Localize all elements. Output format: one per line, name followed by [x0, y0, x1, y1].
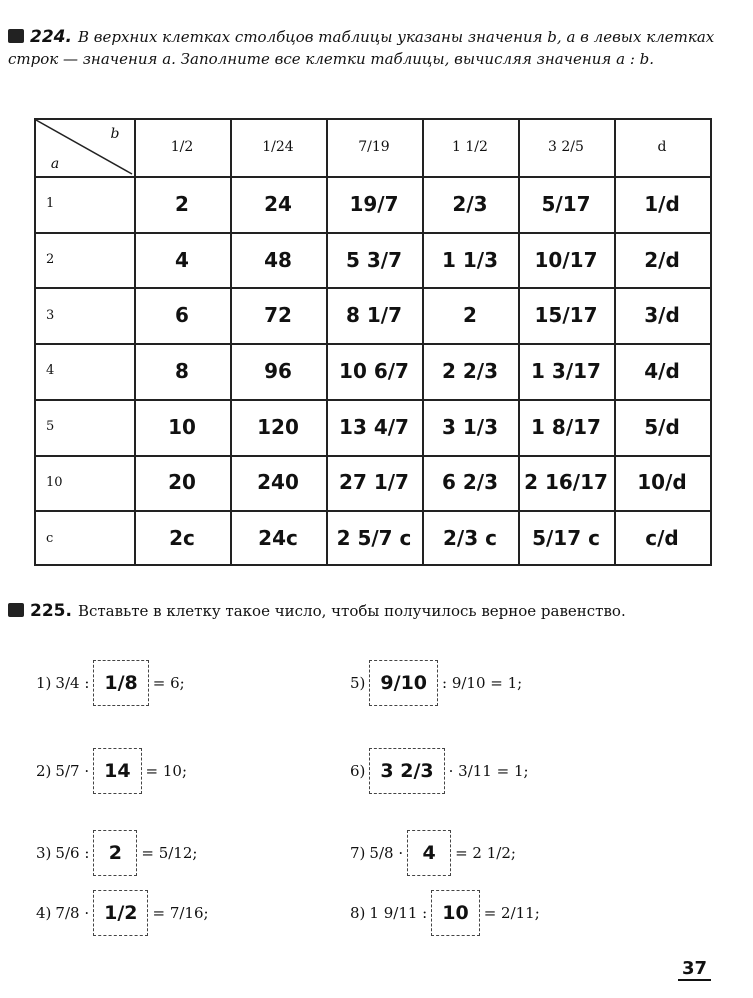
equation-left-part: 7/8 · — [55, 904, 90, 922]
equation-item — [36, 830, 197, 876]
table-col-line — [326, 118, 328, 566]
table-cell-answer: 6 2/3 — [441, 470, 498, 495]
equation-item — [36, 748, 187, 794]
equation-number: 3) — [36, 844, 52, 862]
equation-right-part: = 7/16; — [152, 904, 209, 922]
equation-number: 2) — [36, 762, 52, 780]
table-cell-answer: 4 — [175, 247, 189, 272]
table-cell-answer: 5 3/7 — [345, 247, 402, 272]
answer-box — [93, 890, 148, 936]
table-col-line — [614, 118, 616, 566]
answer-box — [369, 748, 444, 794]
task-marker-icon — [8, 603, 24, 617]
equation-right-part: = 10; — [145, 762, 188, 780]
equation-item — [350, 890, 540, 936]
col-header-b: 1/24 — [262, 139, 294, 155]
corner-a-label: a — [50, 156, 60, 172]
table-cell-answer: 15/17 — [534, 303, 598, 328]
equation-left-part: 5/7 · — [55, 762, 90, 780]
table-cell-answer: 8 1/7 — [345, 303, 402, 328]
table-cell-answer: 27 1/7 — [339, 470, 409, 495]
table-cell-answer: 96 — [264, 358, 292, 383]
table-cell-answer: 4/d — [644, 358, 680, 383]
answer-box — [93, 748, 141, 794]
task-marker-icon — [8, 29, 24, 43]
col-header-b: 1 1/2 — [452, 139, 488, 155]
equation-number: 6) — [350, 762, 366, 780]
answer-box — [407, 830, 451, 876]
col-header-b: 1/2 — [170, 139, 194, 155]
equation-number: 7) — [350, 844, 366, 862]
table-col-line — [34, 118, 36, 566]
corner-b-label: b — [110, 126, 120, 142]
table-cell-answer: 2 2/3 — [441, 358, 498, 383]
row-header-a: 10 — [46, 474, 63, 490]
answer-box — [93, 830, 137, 876]
table-cell-answer: 1 8/17 — [531, 414, 601, 439]
equation-number: 5) — [350, 674, 366, 692]
task-224-number: 224. — [30, 27, 72, 47]
equation-left-part: 1 9/11 : — [369, 904, 428, 922]
task-225-number: 225. — [30, 601, 72, 621]
table-cell-answer: 2 — [175, 191, 189, 216]
table-cell-answer: 2/d — [644, 247, 680, 272]
answer-value: 14 — [104, 760, 131, 782]
row-header-a: 4 — [46, 363, 55, 379]
answer-value: 9/10 — [380, 672, 428, 694]
equation-left-part: 3/4 : — [55, 674, 90, 692]
table-cell-answer: 8 — [175, 358, 189, 383]
table-cell-answer: 10/17 — [534, 247, 598, 272]
equation-item — [350, 830, 516, 876]
equation-left-part: 5/8 · — [369, 844, 404, 862]
table-col-line — [710, 118, 712, 566]
table-cell-answer: 5/d — [644, 414, 680, 439]
table-cell-answer: 5/17 — [541, 191, 591, 216]
row-header-a: 1 — [46, 196, 55, 212]
row-header-a: 5 — [46, 419, 55, 435]
table-cell-answer: 1 1/3 — [441, 247, 498, 272]
equation-number: 1) — [36, 674, 52, 692]
table-cell-answer: 2 5/7 c — [336, 526, 412, 551]
equation-number: 8) — [350, 904, 366, 922]
answer-box — [93, 660, 148, 706]
table-cell-answer: 120 — [257, 414, 299, 439]
table-cell-answer: 2 — [463, 303, 477, 328]
row-header-a: 2 — [46, 252, 55, 268]
equation-right-part: = 2 1/2; — [455, 844, 516, 862]
answer-value: 3 2/3 — [380, 760, 434, 782]
equation-item — [36, 890, 209, 936]
equation-item — [350, 748, 529, 794]
table-cell-answer: 24c — [258, 526, 298, 551]
table-cell-answer: 13 4/7 — [339, 414, 409, 439]
task-225 — [8, 600, 728, 622]
table-col-line — [134, 118, 136, 566]
table-cell-answer: 3/d — [644, 303, 680, 328]
answer-value: 4 — [422, 842, 436, 864]
task-224 — [8, 26, 728, 70]
table-cell-answer: 1 3/17 — [531, 358, 601, 383]
answer-value: 10 — [442, 902, 469, 924]
table-cell-answer: 10/d — [637, 470, 687, 495]
equation-right-part: = 2/11; — [483, 904, 540, 922]
task-225-text: Вставьте в клетку такое число, чтобы получилось верное равенство. — [77, 602, 626, 620]
equation-item — [350, 660, 522, 706]
row-header-a: c — [46, 530, 54, 546]
table-cell-answer: 2 16/17 — [524, 470, 608, 495]
page-number: 37 — [678, 958, 711, 981]
equation-right-part: = 6; — [152, 674, 185, 692]
table-cell-answer: 19/7 — [349, 191, 399, 216]
answer-table — [34, 118, 714, 566]
table-col-line — [518, 118, 520, 566]
table-cell-answer: 20 — [168, 470, 196, 495]
answer-value: 2 — [108, 842, 122, 864]
equation-item — [36, 660, 185, 706]
table-cell-answer: 2/3 — [452, 191, 488, 216]
table-cell-answer: 240 — [257, 470, 299, 495]
table-cell-answer: 6 — [175, 303, 189, 328]
table-cell-answer: 5/17 c — [532, 526, 600, 551]
equation-left-part: 5/6 : — [55, 844, 90, 862]
equation-right-part: = 5/12; — [141, 844, 198, 862]
col-header-b: 7/19 — [358, 139, 390, 155]
table-cell-answer: 72 — [264, 303, 292, 328]
table-cell-answer: 3 1/3 — [441, 414, 498, 439]
table-cell-answer: c/d — [645, 526, 679, 551]
table-cell-answer: 1/d — [644, 191, 680, 216]
equation-number: 4) — [36, 904, 52, 922]
table-cell-answer: 10 6/7 — [339, 358, 409, 383]
table-cell-answer: 2/3 c — [443, 526, 497, 551]
col-header-b: d — [657, 139, 667, 155]
answer-box — [431, 890, 479, 936]
col-header-b: 3 2/5 — [548, 139, 584, 155]
equation-right-part: · 3/11 = 1; — [448, 762, 529, 780]
table-cell-answer: 2c — [169, 526, 195, 551]
answer-box — [369, 660, 438, 706]
table-col-line — [230, 118, 232, 566]
table-cell-answer: 48 — [264, 247, 292, 272]
table-cell-answer: 24 — [264, 191, 292, 216]
table-col-line — [422, 118, 424, 566]
row-header-a: 3 — [46, 307, 55, 323]
equation-right-part: : 9/10 = 1; — [442, 674, 523, 692]
answer-value: 1/8 — [104, 672, 138, 694]
answer-value: 1/2 — [104, 902, 138, 924]
table-cell-answer: 10 — [168, 414, 196, 439]
task-224-text: В верхних клетках столбцов таблицы указаны значения b, а в левых клетках строк — значения a. Заполните все клетки таблицы, вычисляя значения a : b. — [8, 28, 715, 68]
